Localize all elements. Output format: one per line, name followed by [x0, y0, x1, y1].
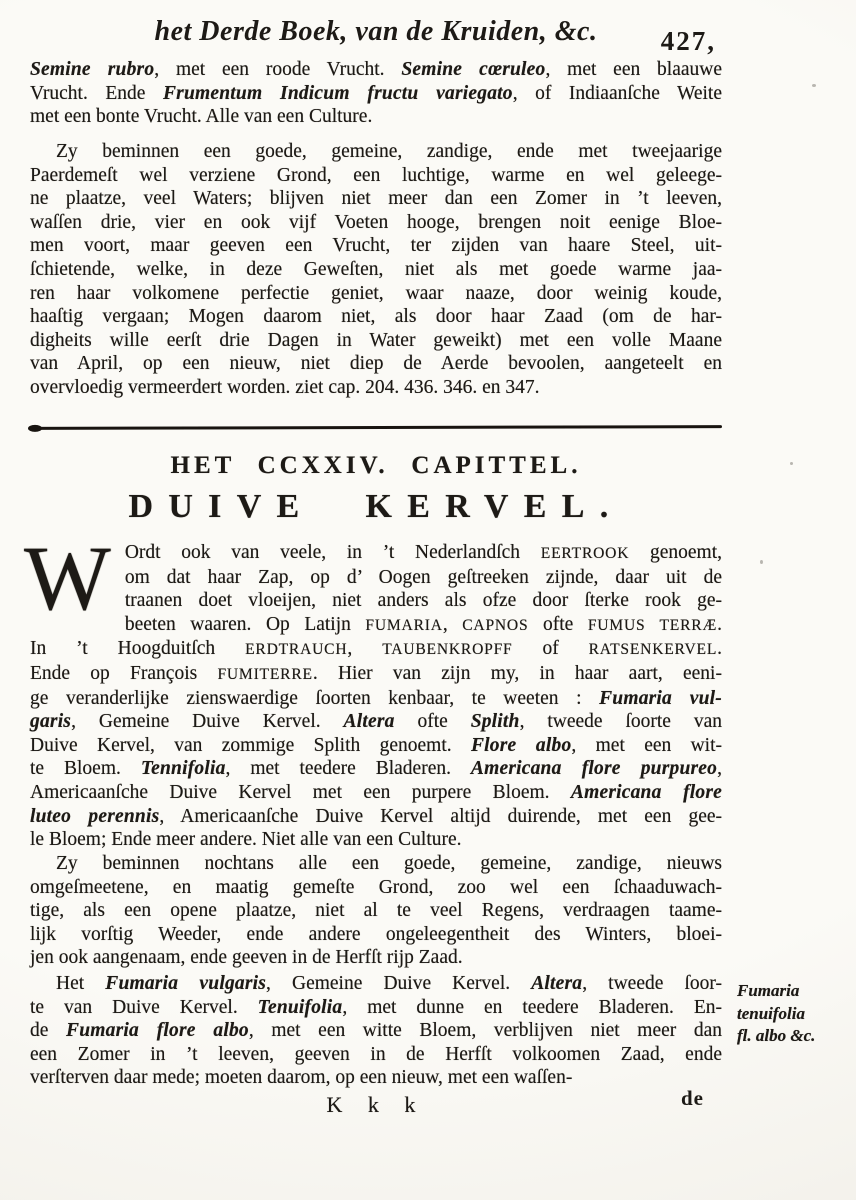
chapter-heading: HET CCXXIV. CAPITTEL.	[170, 452, 582, 479]
text-line: Ende op François FUMITERRE. Hier van zijn my, in haar aart, eeni-	[30, 662, 722, 684]
scan-speck	[812, 84, 816, 87]
text-line: In ’t Hoogduitſch ERDTRAUCH, TAUBENKROPFF of RATSENKERVEL.	[30, 638, 723, 660]
text-line: lijk vorſtig Weeder, ende andere ongeleegentheit des Winters, bloei-	[30, 923, 722, 945]
text-line: digheits wille eerſt drie Dagen in Water geweikt) met een volle Maane	[30, 329, 722, 351]
text-line: een Zomer in ’t leeven, geeven in de Herfſt volkoomen Zaad, ende	[30, 1043, 722, 1065]
text-line: Paerdemeſt wel verziene Grond, een luchtige, warme en wel geleege-	[30, 164, 722, 186]
text-line: jen ook aangenaam, ende geeven in de Herfſt rijp Zaad.	[30, 947, 463, 969]
text-line: verſterven daar mede; moeten daarom, op een nieuw, met een waſſen-	[30, 1067, 573, 1089]
catchword: de	[681, 1086, 704, 1110]
text-line: le Bloem; Ende meer andere. Niet alle van een Culture.	[30, 829, 462, 851]
text-line: waſſen drie, vier en ook vijf Voeten hooge, brengen noit eenige Bloe-	[30, 211, 722, 233]
paragraph-seed-varieties	[30, 58, 722, 129]
text-line: haaſtig vergaan; Mogen daarom niet, als door haar Zaad (om de har-	[30, 306, 722, 328]
text-line: Semine rubro, met een roode Vrucht. Semine cœruleo, met een blaauwe	[30, 59, 722, 80]
margin-note	[737, 980, 849, 1048]
margin-note-line: Fumaria	[737, 981, 800, 1000]
text-line: Zy beminnen een goede, gemeine, zandige, ende met tweejaarige	[56, 141, 722, 162]
text-line: van April, op een nieuw, niet diep de Aerde bevoolen, aangeteelt en	[30, 353, 722, 375]
text-line: met een bonte Vrucht. Alle van een Culture.	[30, 106, 373, 128]
paragraph-soil-preferences	[30, 852, 722, 970]
chapter-title: DUIVE KERVEL.	[128, 488, 624, 525]
text-line: ren haar volkomene perfectie geniet, waar naaze, door weinig koude,	[30, 282, 722, 304]
scan-speck	[790, 462, 793, 465]
text-line: te Bloem. Tennifolia, met teedere Bladeren. Americana flore purpureo,	[30, 758, 722, 780]
running-head-row	[30, 16, 722, 56]
text-line: Ordt ook van veele, in ’t Nederlandſch EERTROOK genoemt,	[124, 542, 722, 563]
signature-mark: K k k	[326, 1092, 426, 1117]
paragraph-lines	[30, 541, 722, 852]
text-line: luteo perennis, Americaanſche Duive Kervel altijd duirende, met een gee-	[30, 805, 723, 827]
paragraph-names-and-sorts	[24, 527, 723, 852]
running-head: het Derde Boek, van de Kruiden, &c.	[154, 16, 598, 47]
text-line: men voort, maar geeven een Vrucht, ter zijden van haare Steel, uit-	[30, 235, 722, 257]
page-number: 427,	[660, 26, 716, 56]
text-line: Zy beminnen nochtans alle een goede, gemeine, zandige, nieuws	[56, 853, 722, 874]
text-line: de Fumaria flore albo, met een witte Bloem, verblijven niet meer dan	[30, 1020, 723, 1042]
paragraph-annual-sorts	[30, 972, 722, 1090]
paragraph-cultivation	[30, 140, 722, 400]
text-line: tige, als een opene plaatze, niet al te veel Regens, verdraagen taame-	[30, 900, 722, 922]
text-line: omgeſmeetene, en maatig gemeſte Grond, zoo wel een ſchaaduwach-	[30, 876, 722, 898]
text-line: ge veranderlijke zienswaerdige ſoorten kenbaar, te weeten : Fumaria vul-	[30, 687, 722, 709]
text-line: om dat haar Zap, op d’ Oogen geſtreeken zijnde, daar uit de	[124, 566, 722, 588]
section-divider	[30, 425, 722, 430]
text-line: te van Duive Kervel. Tenuifolia, met dunne en teedere Bladeren. En-	[30, 996, 723, 1018]
margin-note-line: fl. albo &c.	[737, 1026, 816, 1045]
page-footer	[30, 1086, 722, 1118]
text-line: Duive Kervel, van zommige Splith genoemt. Flore albo, met een wit-	[30, 734, 723, 756]
text-line: ne plaatze, veel Waters; blijven niet meer dan een Zomer in ’t leeven,	[30, 188, 722, 210]
text-line: garis, Gemeine Duive Kervel. Altera ofte Splith, tweede ſoorte van	[30, 711, 723, 733]
text-line: overvloedig vermeerdert worden. ziet cap. 204. 436. 346. en 347.	[30, 376, 540, 398]
text-line: Americaanſche Duive Kervel met een purpere Bloem. Americana flore	[30, 781, 722, 803]
scan-speck	[760, 560, 763, 564]
text-line: Het Fumaria vulgaris, Gemeine Duive Kervel. Altera, tweede ſoor-	[56, 973, 722, 994]
drop-cap-letter: W	[24, 527, 111, 629]
text-line: traanen doet vloeijen, niet anders als ofze door ſterke rook ge-	[124, 590, 722, 612]
margin-note-line: tenuifolia	[737, 1003, 806, 1023]
text-line: beeten waaren. Op Latijn FUMARIA, CAPNOS ofte FUMUS TERRÆ.	[124, 613, 722, 635]
text-line: Vrucht. Ende Frumentum Indicum fructu variegato, of Indiaanſche Weite	[30, 82, 723, 104]
text-line: ſchietende, welke, in deze Geweſten, niet als met goede warme jaa-	[30, 258, 722, 280]
